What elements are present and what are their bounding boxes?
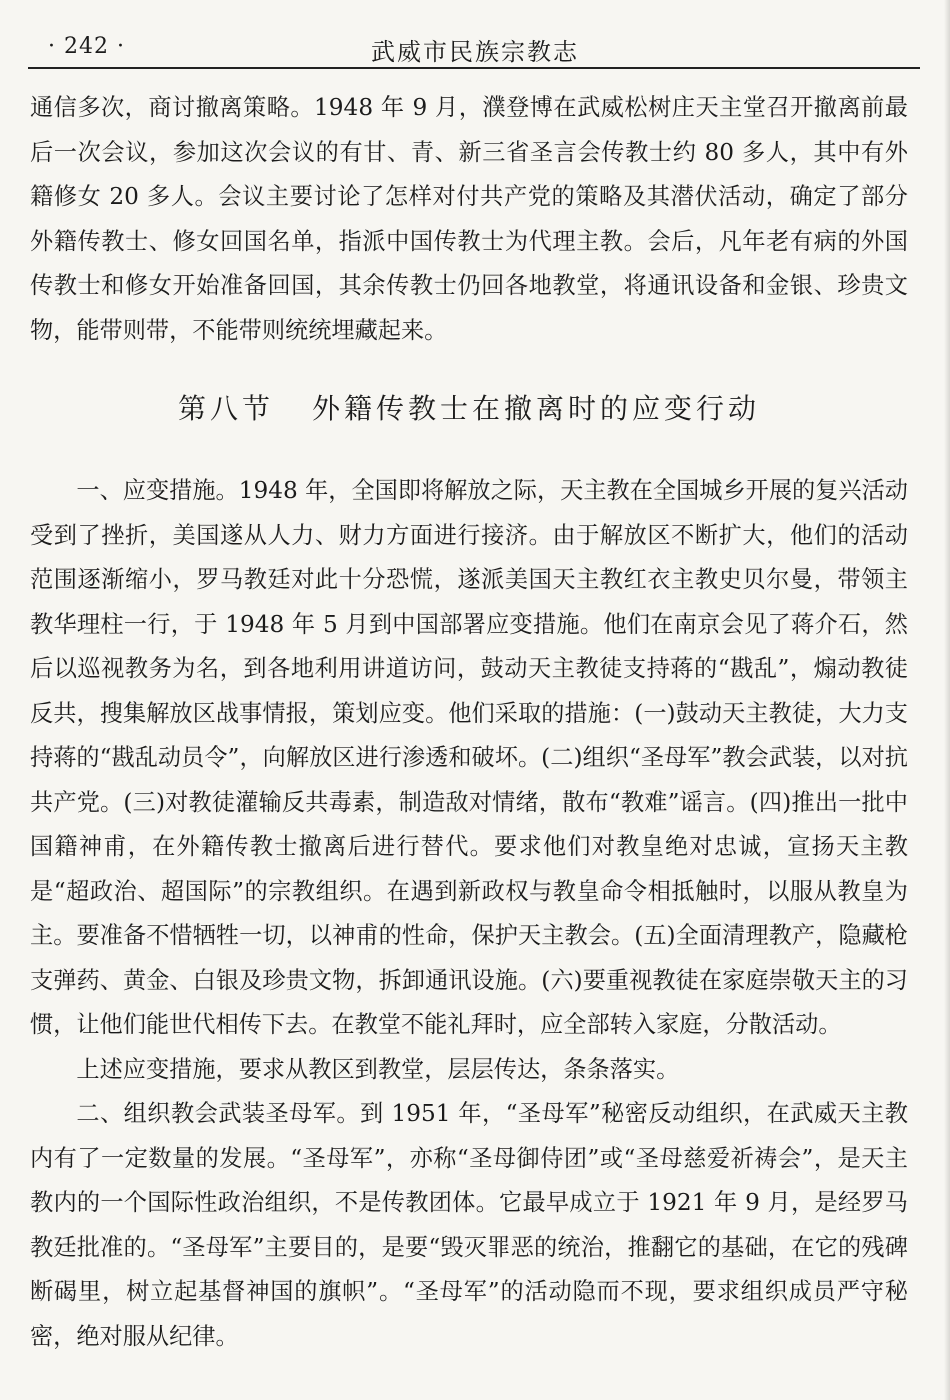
paragraph-implementation: 上述应变措施，要求从教区到教堂，层层传达，条条落实。: [76, 1055, 680, 1083]
header-rule: [28, 67, 920, 69]
paragraph-contingency-measures: 一、应变措施。1948 年，全国即将解放之际，天主教在全国城乡开展的复兴活动受到了挫折，美国遂从人力、财力方面进行接济。由于解放区不断扩大，他们的活动范围逐渐缩小，罗马教廷对此十分恐慌，遂派美国天主教红衣主教史贝尔曼，带领主教华理柱一行，于 1948 年 5 月到中国部署应变措施。他们在南京会见了蒋介石，然后以巡视教务为名，到各地利用讲道访问，鼓动天主教徒支持蒋的“戡乱”，煽动教徒反共，搜集解放区战事情报，策划应变。他们采取的措施：(一)鼓动天主教徒，大力支持蒋的“戡乱动员令”，向解放区进行渗透和破坏。(二)组织“圣母军”教会武装，以对抗共产党。(三)对教徒灌输反共毒素，制造敌对情绪，散布“教难”谣言。(四)推出一批中国籍神甫，在外籍传教士撤离后进行替代。要求他们对教皇绝对忠诚，宣扬天主教是“超政治、超国际”的宗教组织。在遇到新政权与教皇命令相抵触时，以服从教皇为主。要准备不惜牺牲一切，以神甫的性命，保护天主教会。(五)全面清理教产，隐藏枪支弹药、黄金、白银及珍贵文物，拆卸通讯设施。(六)要重视教徒在家庭崇敬天主的习惯，让他们能世代相传下去。在教堂不能礼拜时，应全部转入家庭，分散活动。: [30, 477, 908, 1038]
section-label: 第八节: [177, 392, 274, 425]
paragraph-continuation: 通信多次，商讨撤离策略。1948 年 9 月，濮登博在武威松树庄天主堂召开撤离前最后一次会议，参加这次会议的有甘、青、新三省圣言会传教士约 80 多人，其中有外籍修女 20 多人。会议主要讨论了怎样对付共产党的策略及其潜伏活动，确定了部分外籍传教士、修女回国名单，指派中国传教士为代理主教。会后，凡年老有病的外国传教士和修女开始准备回国，其余传教士仍回各地教堂，将通讯设备和金银、珍贵文物，能带则带，不能带则统统埋藏起来。: [30, 94, 908, 344]
section-title: 外籍传教士在撤离时的应变行动: [312, 392, 761, 425]
section-heading: [30, 389, 908, 429]
page-number: · 242 ·: [48, 34, 125, 59]
running-title: 武威市民族宗教志: [371, 38, 579, 66]
page-header: [30, 28, 920, 68]
page-edge-shadow: [944, 0, 950, 1400]
page-body: [30, 86, 908, 1359]
paragraph-legion-of-mary: 二、组织教会武装圣母军。到 1951 年，“圣母军”秘密反动组织，在武威天主教内有了一定数量的发展。“圣母军”，亦称“圣母御侍团”或“圣母慈爱祈祷会”，是天主教内的一个国际性政治组织，不是传教团体。它最早成立于 1921 年 9 月，是经罗马教廷批准的。“圣母军”主要目的，是要“毁灭罪恶的统治，推翻它的基础，在它的残碑断碣里，树立起基督神国的旗帜”。“圣母军”的活动隐而不现，要求组织成员严守秘密，绝对服从纪律。: [30, 1100, 908, 1350]
